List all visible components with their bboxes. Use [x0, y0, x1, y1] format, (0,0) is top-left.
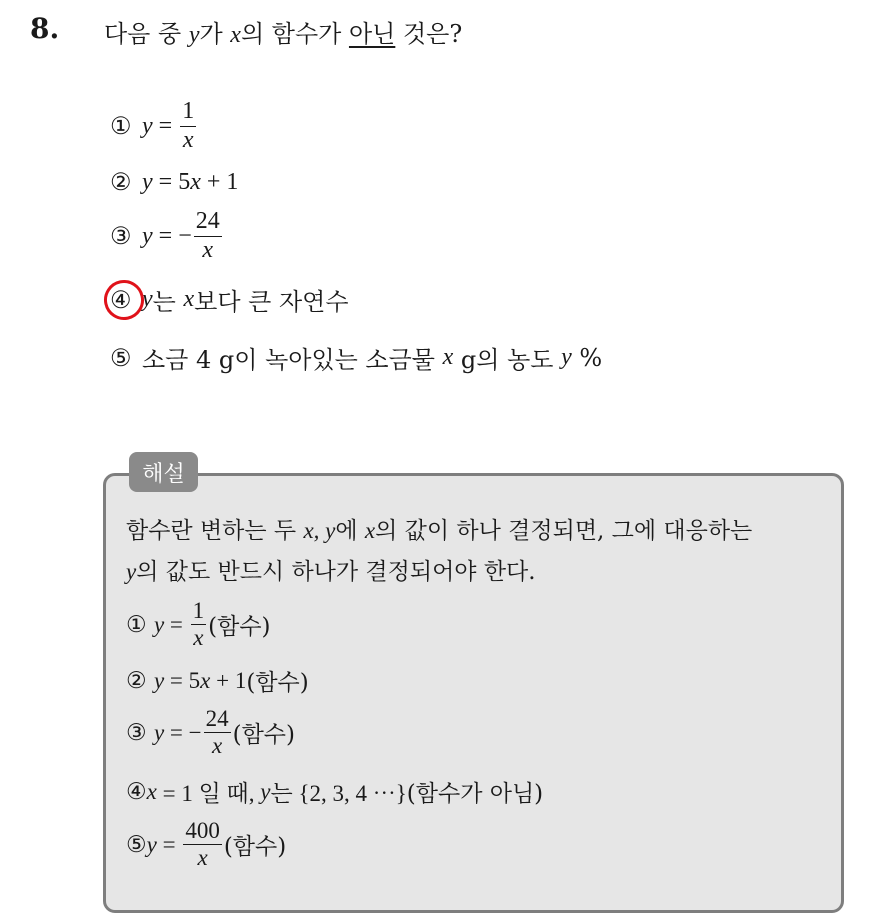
variable-x: x: [230, 22, 241, 48]
explanation-item-1: [126, 598, 271, 652]
question-text-part: 가: [199, 20, 231, 48]
question-text-part: 다음 중: [104, 20, 189, 48]
exp-text: + 1: [210, 667, 247, 693]
explanation-item-2: [126, 664, 309, 697]
red-circle-answer-icon: [100, 276, 147, 323]
fraction-denominator: x: [197, 845, 208, 871]
choice-text: 는: [152, 288, 184, 316]
exp-mark: ③: [126, 719, 147, 746]
question-number: 8.: [30, 12, 60, 45]
choice-text: 소금 4 g이 녹아있는 소금물: [142, 346, 443, 374]
choice-text: x: [442, 344, 454, 370]
choice-text: y: [142, 112, 153, 139]
choice-mark-text: ④: [110, 285, 132, 314]
choice-mark: [110, 286, 142, 314]
exp-note: (함수): [232, 722, 295, 749]
exp-text: =: [164, 611, 189, 637]
question-text-part: 의 함수가: [240, 20, 349, 48]
exp-text: = 1 일 때,: [156, 781, 261, 806]
fraction: [183, 818, 222, 872]
fraction: [191, 598, 207, 652]
fraction-denominator: x: [212, 733, 223, 759]
choice-text: + 1: [200, 168, 239, 195]
exp-note: (함수): [208, 614, 271, 641]
explanation-item-5: [126, 818, 286, 872]
fraction-denominator: x: [193, 625, 204, 651]
exp-mark: ④: [126, 778, 147, 805]
fraction-denominator: x: [182, 126, 194, 153]
fraction: [204, 706, 231, 760]
choice-text: x: [183, 286, 195, 312]
choice-text: 보다 큰 자연수: [194, 288, 349, 316]
variable-y: y: [188, 22, 200, 48]
explanation-label: 해설: [129, 452, 198, 492]
choice-text: g의 농도: [453, 346, 562, 374]
exp-text: y: [153, 611, 165, 637]
choice-text: = −: [152, 222, 192, 249]
explanation-item-4: [126, 775, 543, 808]
choice-text: %: [571, 343, 603, 372]
exp-text: 는 {2, 3, 4 ⋯}: [270, 781, 407, 806]
choice-mark: ③: [110, 222, 132, 251]
exp-note: (함수): [246, 670, 309, 696]
question-text-part: 것은?: [395, 20, 463, 48]
choice-1[interactable]: [110, 98, 198, 154]
exp-text: =: [156, 831, 182, 857]
exp-text: x, y: [303, 518, 336, 543]
choice-mark: ⑤: [110, 343, 132, 372]
exp-text: y: [146, 831, 157, 857]
choice-mark: ①: [110, 112, 132, 141]
choice-text: x: [190, 168, 201, 195]
exp-mark: ①: [126, 611, 147, 638]
choice-text: = 5: [152, 168, 191, 195]
explanation-intro-line-1: [126, 512, 752, 545]
fraction-numerator: 1: [191, 598, 207, 625]
fraction-numerator: 24: [204, 706, 231, 733]
explanation-item-3: [126, 706, 295, 760]
question-text: [104, 14, 462, 49]
choice-mark: ②: [110, 168, 132, 196]
exp-note: (함수): [223, 834, 287, 861]
exp-text: x: [200, 667, 211, 693]
choice-3[interactable]: [110, 208, 224, 264]
fraction-denominator: x: [202, 236, 214, 263]
fraction: [194, 208, 222, 264]
exp-text: y: [153, 719, 165, 745]
exp-note: (함수가 아님): [406, 781, 544, 807]
choice-text: =: [152, 112, 179, 139]
exp-text: = 5: [164, 667, 201, 693]
exp-text: 함수란 변하는 두: [126, 518, 304, 544]
exp-text: y: [260, 778, 271, 804]
exp-text: x: [364, 518, 376, 543]
exp-text: = −: [164, 719, 202, 745]
exp-mark: ②: [126, 667, 147, 694]
choice-5[interactable]: [110, 340, 602, 375]
fraction-numerator: 24: [194, 208, 222, 237]
choice-text: y: [142, 286, 153, 312]
exp-text: 의 값이 하나 결정되면, 그에 대응하는: [375, 518, 753, 544]
exp-text: y: [126, 559, 137, 584]
exp-text: y: [153, 667, 165, 693]
choice-text: y: [561, 344, 572, 370]
exp-text: x: [146, 778, 157, 804]
underlined-keyword: 아닌: [348, 20, 396, 48]
fraction-numerator: 400: [183, 818, 222, 845]
exp-mark: ⑤: [126, 831, 147, 858]
fraction-numerator: 1: [180, 98, 196, 127]
choice-text: y: [142, 168, 153, 195]
choice-2[interactable]: [110, 168, 238, 196]
explanation-intro-line-2: [126, 553, 536, 586]
exp-text: 의 값도 반드시 하나가 결정되어야 한다.: [136, 559, 536, 585]
choice-4-selected[interactable]: [110, 282, 349, 317]
exp-text: 에: [335, 518, 365, 544]
fraction: [180, 98, 196, 154]
choice-text: y: [142, 222, 153, 249]
